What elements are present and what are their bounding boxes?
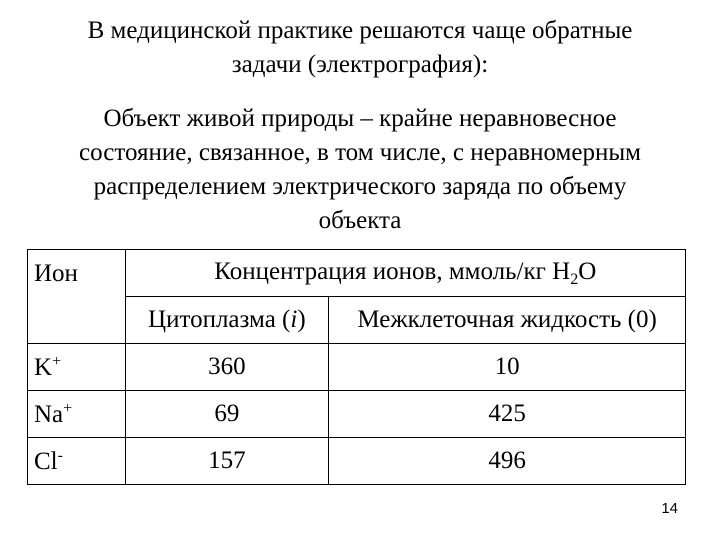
- page-number: 14: [661, 500, 678, 517]
- cytoplasm-value: 69: [125, 391, 329, 438]
- paragraph-line-3: распределением электрического заряда по объему: [93, 173, 627, 200]
- cytoplasm-header-tail: ): [297, 306, 306, 333]
- ion-symbol: Na: [34, 400, 64, 428]
- cytoplasm-header-variable: i: [290, 306, 298, 333]
- ion-charge: +: [63, 399, 73, 417]
- concentration-header-tail: O: [578, 257, 597, 285]
- cytoplasm-value: 360: [125, 344, 329, 391]
- interstitial-value: 10: [329, 344, 686, 391]
- table-row: [28, 391, 686, 438]
- table-row: [28, 438, 686, 485]
- ion-column-header: [28, 250, 126, 344]
- ion-charge: +: [52, 352, 62, 370]
- interstitial-header-label: Межклеточная жидкость (0): [357, 306, 657, 333]
- table-subheader-row: [28, 297, 686, 344]
- ion-cell: [28, 344, 126, 391]
- title-line-1: В медицинской практике решаются чаще обратные: [87, 17, 633, 44]
- concentration-header-label: Концентрация ионов, ммоль/кг H: [214, 257, 571, 285]
- ion-charge: -: [57, 446, 63, 464]
- concentration-header: [125, 250, 685, 297]
- ion-symbol: K: [34, 353, 53, 381]
- table-header-row: [28, 250, 686, 297]
- interstitial-header: [329, 297, 686, 344]
- ion-header-label: Ион: [34, 260, 78, 287]
- ion-concentration-table: [27, 249, 686, 485]
- paragraph-line-2: состояние, связанное, в том числе, с неравномерным: [79, 139, 641, 166]
- table-row: [28, 344, 686, 391]
- cytoplasm-header: [125, 297, 329, 344]
- paragraph-line-1: Объект живой природы – крайне неравновесное: [103, 105, 617, 132]
- ion-cell: [28, 391, 126, 438]
- interstitial-value: 425: [329, 391, 686, 438]
- paragraph-line-4: объекта: [318, 207, 402, 234]
- slide-title: [0, 14, 720, 82]
- title-line-2: задачи (электрография):: [231, 51, 489, 78]
- interstitial-value: 496: [329, 438, 686, 485]
- ion-cell: [28, 438, 126, 485]
- cytoplasm-header-label: Цитоплазма (: [148, 306, 291, 333]
- body-paragraph: [0, 102, 720, 238]
- cytoplasm-value: 157: [125, 438, 329, 485]
- concentration-header-subscript: 2: [570, 270, 579, 288]
- ion-symbol: Cl: [34, 447, 58, 475]
